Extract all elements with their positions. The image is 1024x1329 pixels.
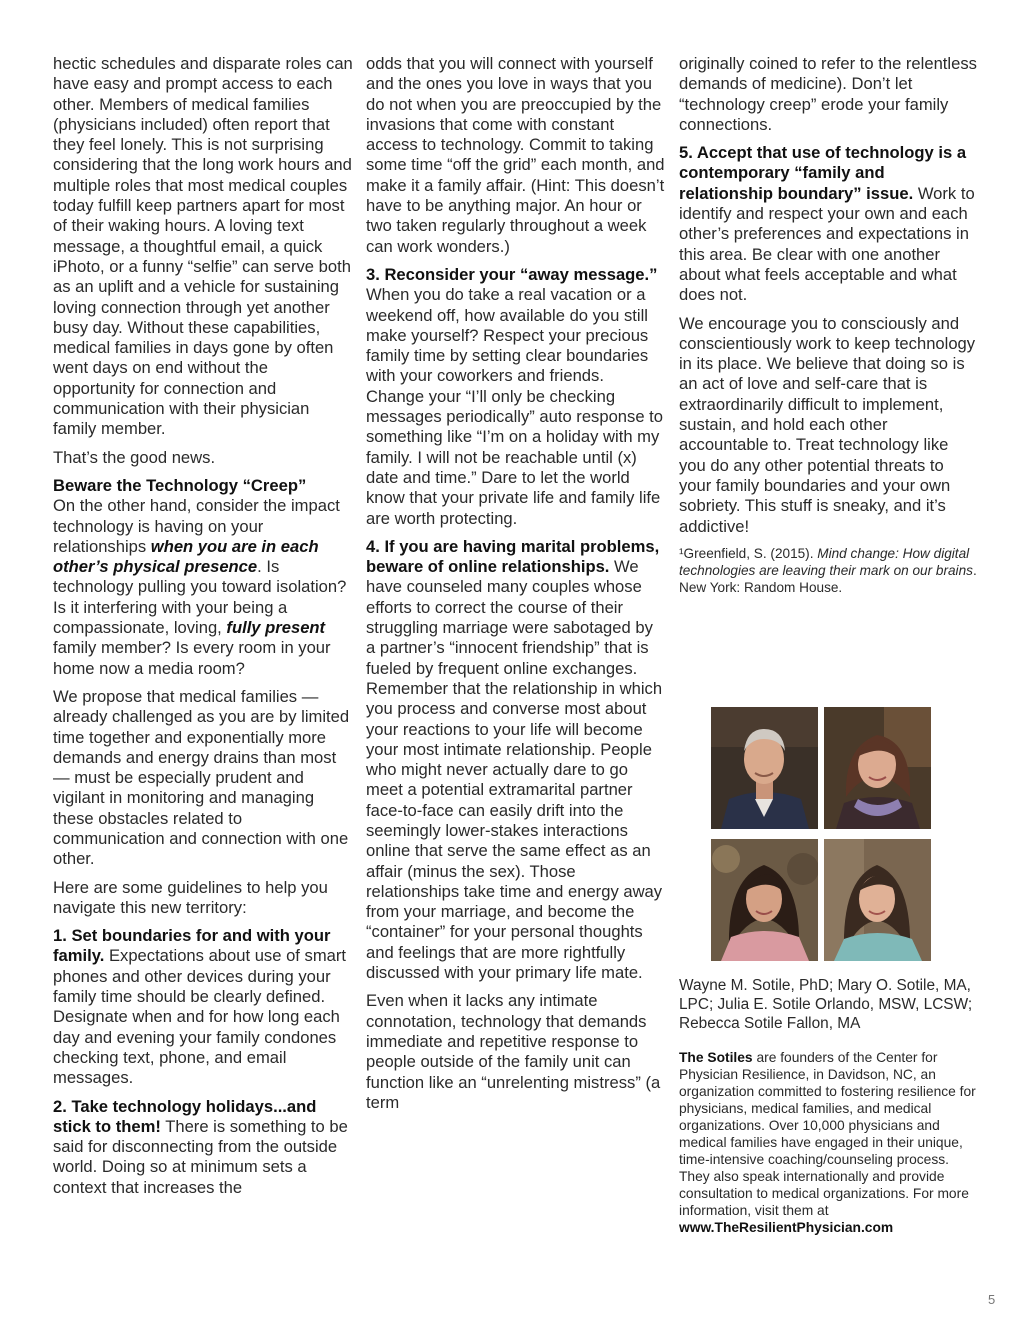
article-column-1 <box>53 54 353 1206</box>
guideline-body: Expectations about use of smart phones and other devices during your family time should be clearly defined. Designate when and for how long each day and evening your family condones checking text, phone, and email messages. <box>53 946 347 1088</box>
author-photo-rebecca <box>824 839 931 961</box>
guideline-title: 5. Accept that use of technology is a contemporary “family and relationship boundary” issue. <box>679 143 967 203</box>
footnote <box>679 545 979 596</box>
woman-portrait-icon <box>824 707 931 829</box>
paragraph: We propose that medical families — already challenged as you are by limited time together and exponentially more demands and energy drains than most — must be especially prudent and vigilant in monitoring and managing these obstacles related to communication and connection with one other. <box>53 686 350 869</box>
bio-lead: The Sotiles <box>679 1050 753 1065</box>
author-photo-wayne <box>711 707 818 829</box>
footnote-text: . New York: Random House. <box>679 562 977 595</box>
photo-caption: Wayne M. Sotile, PhD; Mary O. Sotile, MA, LPC; Julia E. Sotile Orlando, MSW, LCSW; Rebecca Sotile Fallon, MA <box>679 977 973 1032</box>
paragraph: That’s the good news. <box>53 447 216 467</box>
paragraph: hectic schedules and disparate roles can have easy and prompt access to each other. Members of medical families (physicians included) often report that they feel lonely. This is not surprising considering that the long work hours and multiple roles that most medical couples today fulfill keep partners apart for most of their waking hours. A loving text message, a thoughtful email, a quick iPhoto, or a funny “selfie” can serve both as an uplift and a vehicle for sustaining loving connection through yet another busy day. Without these capabilities, medical families in days gone by often went days on end without the opportunity for connection and communication with their physician family member. <box>53 54 353 439</box>
paragraph: We encourage you to consciously and conscientiously work to keep technology in its place. We believe that doing so is an act of love and self-care that is extraordinarily difficult to implement, sustain, and hold each other accountable to. Treat technology like you do any other potential threats to your family boundaries and your own sobriety. This stuff is sneaky, and it’s addictive! <box>679 313 976 536</box>
paragraph: odds that you will connect with yourself and the ones you love in ways that you do not when you are preoccupied by the invasions that come with constant access to technology. Commit to taking some time “off the grid” each month, and make it a family affair. (Hint: This doesn’t have to be anything major. An hour or two taken regularly throughout a week can work wonders.) <box>366 54 665 256</box>
author-photos <box>711 707 931 961</box>
paragraph: Even when it lacks any intimate connotation, technology that demands immediate and repetitive response to people outside of the family unit can function like an “unrelenting mistress” (a term <box>366 991 661 1112</box>
page-number: 5 <box>988 1292 996 1307</box>
section-heading: Beware the Technology “Creep” <box>53 475 307 495</box>
guideline-3 <box>366 265 666 529</box>
guideline-title: 3. Reconsider your “away message.” <box>366 264 658 284</box>
man-portrait-icon <box>711 707 818 829</box>
article-column-3 <box>679 54 979 604</box>
footnote-book-title: Mind change: How digital technologies are leaving their mark on our brains <box>679 545 973 578</box>
text-run: family member? Is every room in your home now a media room? <box>53 638 331 678</box>
text-run: On the other hand, consider the impact technology is having on your relationships <box>53 496 340 556</box>
guideline-title: 1. Set boundaries for and with your family. <box>53 926 331 966</box>
paragraph: Here are some guidelines to help you navigate this new territory: <box>53 877 328 917</box>
guideline-body: There is something to be said for disconnecting from the outside world. Doing so at minimum sets a context that increases the <box>53 1116 348 1197</box>
footnote-text: ¹Greenfield, S. (2015). <box>679 545 818 561</box>
text-run: . Is technology pulling you toward isolation? Is it interfering with your being a compassionate, loving, <box>53 557 347 638</box>
website-link[interactable]: www.TheResilientPhysician.com <box>679 1220 894 1235</box>
guideline-body: We have counseled many couples whose efforts to correct the course of their struggling marriage were sabotaged by a partner’s “innocent friendship” that is fueled by frequent online exchanges. Remember that the relationship in which you process and converse most about your reactions to your life will become your most intimate relationship. People who might never actually dare to go meet a potential extramarital partner face-to-face can easily drift into the seemingly lower-stakes interactions online that serve the same effect as an affair (minus the sex). Those relationships take time and energy away from your marriage, and become the “container” for your personal thoughts and feelings that are more rightfully discussed with your primary life mate. <box>366 557 663 983</box>
guideline-2 <box>53 1097 353 1198</box>
guideline-body: Work to identify and respect your own and each other’s preferences and expectations in this area. Be clear with one another about what feels acceptable and what does not. <box>679 183 975 305</box>
woman-portrait-icon <box>824 839 931 961</box>
bio-body: are founders of the Center for Physician Resilience, in Davidson, NC, an organization committed to fostering resilience for physicians, medical families, and medical organizations. Over 10,000 physicians and medical families have engaged in their unique, time-intensive coaching/counseling process. They also speak internationally and provide consultation to medical organizations. For more information, visit them at <box>679 1050 976 1218</box>
woman-portrait-icon <box>711 839 818 961</box>
author-bio <box>679 1049 979 1236</box>
guideline-5 <box>679 143 979 305</box>
section-paragraph <box>53 476 353 679</box>
guideline-body: When you do take a real vacation or a weekend off, how available do you still make yourself? Respect your precious family time by setting clear boundaries with your coworkers and friends. Change your “I’ll only be checking messages periodically” auto response to something like “I’m on a holiday with my family. I will not be reachable until (x) date and time.” Dare to let the world know that your private life and family life are worth protecting. <box>366 285 664 528</box>
author-photo-julia <box>711 839 818 961</box>
guideline-title: 2. Take technology holidays...and stick to them! <box>53 1096 317 1136</box>
article-column-2 <box>366 54 666 1121</box>
paragraph: originally coined to refer to the relentless demands of medicine). Don’t let “technology creep” erode your family connections. <box>679 54 977 134</box>
guideline-1 <box>53 926 353 1088</box>
emphasis-text: fully present <box>226 618 326 638</box>
guideline-title: 4. If you are having marital problems, beware of online relationships. <box>366 536 660 577</box>
guideline-4 <box>366 537 666 984</box>
emphasis-text: when you are in each other’s physical presence <box>53 536 319 577</box>
author-photo-mary <box>824 707 931 829</box>
